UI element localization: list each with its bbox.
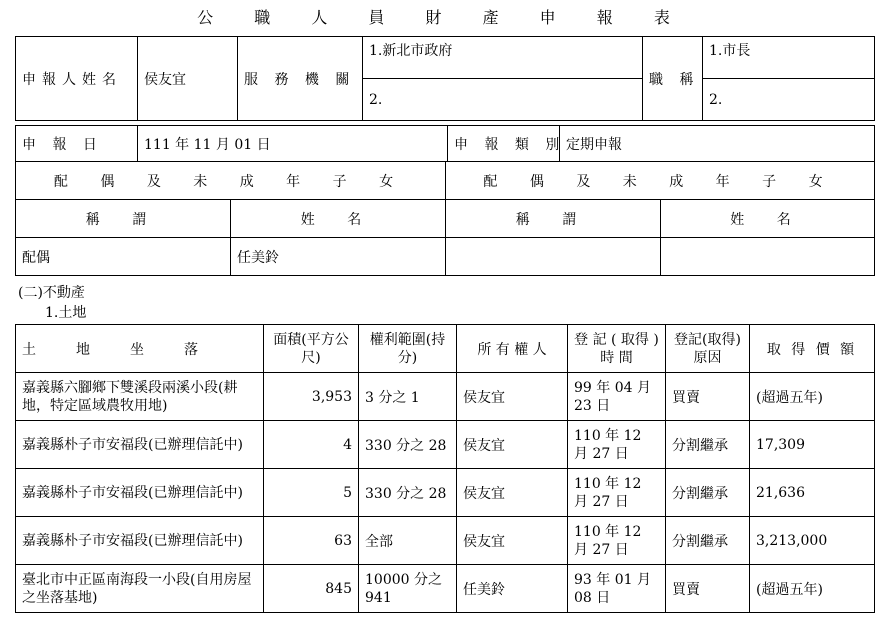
land-area: 63 bbox=[264, 517, 359, 565]
land-rights: 10000 分之 941 bbox=[359, 565, 457, 613]
land-location: 嘉義縣朴子市安福段(已辦理信託中) bbox=[16, 469, 264, 517]
declarant-table bbox=[15, 36, 875, 121]
land-reg-reason: 買賣 bbox=[666, 373, 750, 421]
land-rights: 330 分之 28 bbox=[359, 469, 457, 517]
position-2: 2. bbox=[703, 79, 875, 121]
agency-2: 2. bbox=[363, 79, 643, 121]
section-real-estate: (二)不動產 bbox=[18, 285, 85, 301]
land-reg-time: 110 年 12 月 27 日 bbox=[568, 517, 666, 565]
table-row bbox=[16, 421, 875, 469]
table-row bbox=[16, 373, 875, 421]
declaration-info-table bbox=[15, 125, 875, 162]
land-owner: 任美鈴 bbox=[457, 565, 568, 613]
date-label: 申 報 日 bbox=[16, 126, 138, 162]
agency-label: 服 務 機 關 bbox=[238, 37, 363, 121]
document-title: 公 職 人 員 財 產 申 報 表 bbox=[197, 8, 688, 27]
land-rights: 全部 bbox=[359, 517, 457, 565]
header-owner: 所 有 權 人 bbox=[457, 325, 568, 373]
col-relation-left: 稱 謂 bbox=[16, 200, 231, 238]
land-reg-time: 110 年 12 月 27 日 bbox=[568, 421, 666, 469]
land-reg-reason: 分割繼承 bbox=[666, 469, 750, 517]
name-value: 侯友宜 bbox=[138, 37, 238, 121]
land-area: 845 bbox=[264, 565, 359, 613]
land-location: 嘉義縣朴子市安福段(已辦理信託中) bbox=[16, 517, 264, 565]
family-row bbox=[16, 238, 875, 276]
header-area: 面積(平方公 尺) bbox=[264, 325, 359, 373]
col-relation-right: 稱 謂 bbox=[446, 200, 661, 238]
land-reg-reason: 分割繼承 bbox=[666, 517, 750, 565]
land-reg-time: 93 年 01 月 08 日 bbox=[568, 565, 666, 613]
table-row bbox=[16, 469, 875, 517]
land-area: 4 bbox=[264, 421, 359, 469]
land-location: 臺北市中正區南海段一小段(自用房屋之坐落基地) bbox=[16, 565, 264, 613]
family-table bbox=[15, 161, 875, 276]
land-price: 3,213,000 bbox=[750, 517, 875, 565]
header-price: 取 得 價 額 bbox=[750, 325, 875, 373]
date-value: 111 年 11 月 01 日 bbox=[138, 126, 448, 162]
land-rights: 3 分之 1 bbox=[359, 373, 457, 421]
land-location: 嘉義縣朴子市安福段(已辦理信託中) bbox=[16, 421, 264, 469]
land-location: 嘉義縣六腳鄉下雙溪段兩溪小段(耕地，特定區域農牧用地) bbox=[16, 373, 264, 421]
land-owner: 侯友宜 bbox=[457, 469, 568, 517]
type-value: 定期申報 bbox=[560, 126, 875, 162]
land-price: 21,636 bbox=[750, 469, 875, 517]
land-reg-reason: 買賣 bbox=[666, 565, 750, 613]
land-owner: 侯友宜 bbox=[457, 517, 568, 565]
family-relation-2 bbox=[446, 238, 661, 276]
position-label: 職 稱 bbox=[643, 37, 703, 121]
table-row bbox=[16, 565, 875, 613]
col-name-right: 姓 名 bbox=[661, 200, 875, 238]
header-location: 土 地 坐 落 bbox=[16, 325, 264, 373]
section-land: 1.土地 bbox=[45, 305, 87, 321]
land-reg-time: 99 年 04 月 23 日 bbox=[568, 373, 666, 421]
family-name: 任美鈴 bbox=[231, 238, 446, 276]
family-section-right: 配 偶 及 未 成 年 子 女 bbox=[446, 162, 875, 200]
land-price: (超過五年) bbox=[750, 565, 875, 613]
agency-1: 1.新北市政府 bbox=[363, 37, 643, 79]
header-rights: 權利範圍(持 分) bbox=[359, 325, 457, 373]
type-label: 申 報 類 別 bbox=[448, 126, 560, 162]
header-reg-time: 登 記 ( 取得 ) 時 間 bbox=[568, 325, 666, 373]
table-row bbox=[16, 517, 875, 565]
family-relation: 配偶 bbox=[16, 238, 231, 276]
land-price: (超過五年) bbox=[750, 373, 875, 421]
land-owner: 侯友宜 bbox=[457, 373, 568, 421]
position-1: 1.市長 bbox=[703, 37, 875, 79]
land-reg-reason: 分割繼承 bbox=[666, 421, 750, 469]
col-name-left: 姓 名 bbox=[231, 200, 446, 238]
family-name-2 bbox=[661, 238, 875, 276]
land-price: 17,309 bbox=[750, 421, 875, 469]
land-area: 3,953 bbox=[264, 373, 359, 421]
land-reg-time: 110 年 12 月 27 日 bbox=[568, 469, 666, 517]
land-owner: 侯友宜 bbox=[457, 421, 568, 469]
name-label: 申報人姓名 bbox=[16, 37, 138, 121]
land-area: 5 bbox=[264, 469, 359, 517]
land-rights: 330 分之 28 bbox=[359, 421, 457, 469]
header-reg-reason: 登記(取得)原因 bbox=[666, 325, 750, 373]
land-table bbox=[15, 324, 875, 613]
family-section-left: 配 偶 及 未 成 年 子 女 bbox=[16, 162, 446, 200]
